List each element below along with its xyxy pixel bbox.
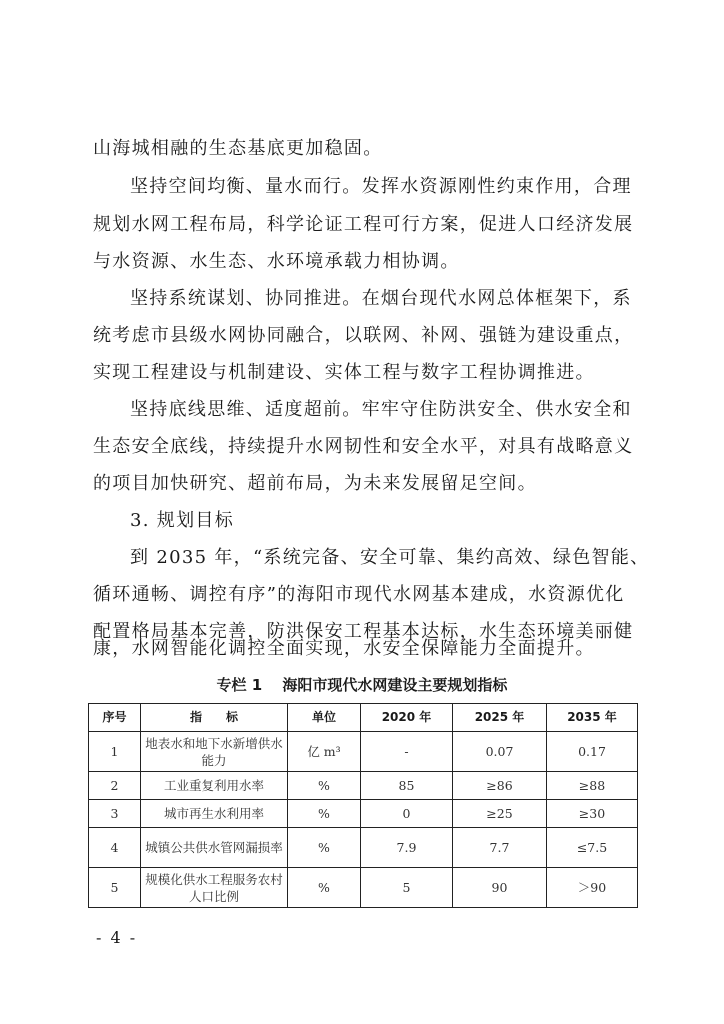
table-cell: ≥88	[547, 772, 638, 800]
table-cell: 3	[89, 800, 141, 828]
table-cell: 85	[361, 772, 453, 800]
table-row	[89, 732, 638, 772]
header-cell: 单位	[288, 704, 361, 732]
table-cell: 1	[89, 732, 141, 772]
table-row	[89, 868, 638, 908]
table-row	[89, 800, 638, 828]
indicator-table	[88, 703, 638, 908]
table-cell: ≥25	[453, 800, 547, 828]
header-cell: 序号	[89, 704, 141, 732]
table-cell: %	[288, 828, 361, 868]
table-cell: ≥86	[453, 772, 547, 800]
table-cell: ≤7.5	[547, 828, 638, 868]
body-line: 坚持底线思维、适度超前。牢牢守住防洪安全、供水安全和	[130, 399, 632, 420]
header-cell: 2020 年	[361, 704, 453, 732]
table-cell: -	[361, 732, 453, 772]
table-cell: 4	[89, 828, 141, 868]
table-cell: 7.7	[453, 828, 547, 868]
table-caption: 专栏 1 海阳市现代水网建设主要规划指标	[216, 676, 508, 694]
table-cell: 地表水和地下水新增供水能力	[141, 732, 288, 772]
body-line: 配置格局基本完善，防洪保安工程基本达标，水生态环境美丽健	[93, 621, 634, 642]
page-number: - 4 -	[96, 928, 138, 947]
body-line: 到 2035 年，“系统完备、安全可靠、集约高效、绿色智能、	[130, 547, 650, 568]
table-row	[89, 772, 638, 800]
table-cell: 5	[361, 868, 453, 908]
body-line: 循环通畅、调控有序”的海阳市现代水网基本建成，水资源优化	[93, 584, 625, 605]
table-cell: 2	[89, 772, 141, 800]
table-cell: %	[288, 772, 361, 800]
body-line: 实现工程建设与机制建设、实体工程与数字工程协调推进。	[93, 362, 595, 383]
table-cell: ≥30	[547, 800, 638, 828]
table-cell: 0	[361, 800, 453, 828]
table-cell: 7.9	[361, 828, 453, 868]
table-cell: 90	[453, 868, 547, 908]
body-line: 坚持系统谋划、协同推进。在烟台现代水网总体框架下，系	[130, 288, 632, 309]
body-line: 坚持空间均衡、量水而行。发挥水资源刚性约束作用，合理	[130, 176, 632, 197]
body-line: 生态安全底线，持续提升水网韧性和安全水平，对具有战略意义	[93, 436, 634, 457]
body-line: 的项目加快研究、超前布局，为未来发展留足空间。	[93, 473, 537, 494]
table-header-row	[89, 704, 638, 732]
table-cell: ＞90	[547, 868, 638, 908]
table-cell: 城市再生水利用率	[141, 800, 288, 828]
body-line: 山海城相融的生态基底更加稳固。	[93, 138, 383, 159]
table-cell: %	[288, 868, 361, 908]
table-cell: 亿 m³	[288, 732, 361, 772]
body-line: 规划水网工程布局，科学论证工程可行方案，促进人口经济发展	[93, 214, 634, 235]
body-line: 统考虑市县级水网协同融合，以联网、补网、强链为建设重点，	[93, 325, 634, 346]
table-row	[89, 828, 638, 868]
body-line: 与水资源、水生态、水环境承载力相协调。	[93, 251, 460, 272]
header-cell: 2025 年	[453, 704, 547, 732]
table-cell: 0.17	[547, 732, 638, 772]
table-cell: 工业重复利用水率	[141, 772, 288, 800]
table-cell: %	[288, 800, 361, 828]
section-heading: 3. 规划目标	[130, 510, 234, 531]
table-cell: 5	[89, 868, 141, 908]
body-line: 康，水网智能化调控全面实现，水安全保障能力全面提升。	[93, 638, 595, 659]
table-cell: 城镇公共供水管网漏损率	[141, 828, 288, 868]
table-cell: 0.07	[453, 732, 547, 772]
table-cell: 规模化供水工程服务农村人口比例	[141, 868, 288, 908]
header-cell: 2035 年	[547, 704, 638, 732]
header-cell: 指 标	[141, 704, 288, 732]
